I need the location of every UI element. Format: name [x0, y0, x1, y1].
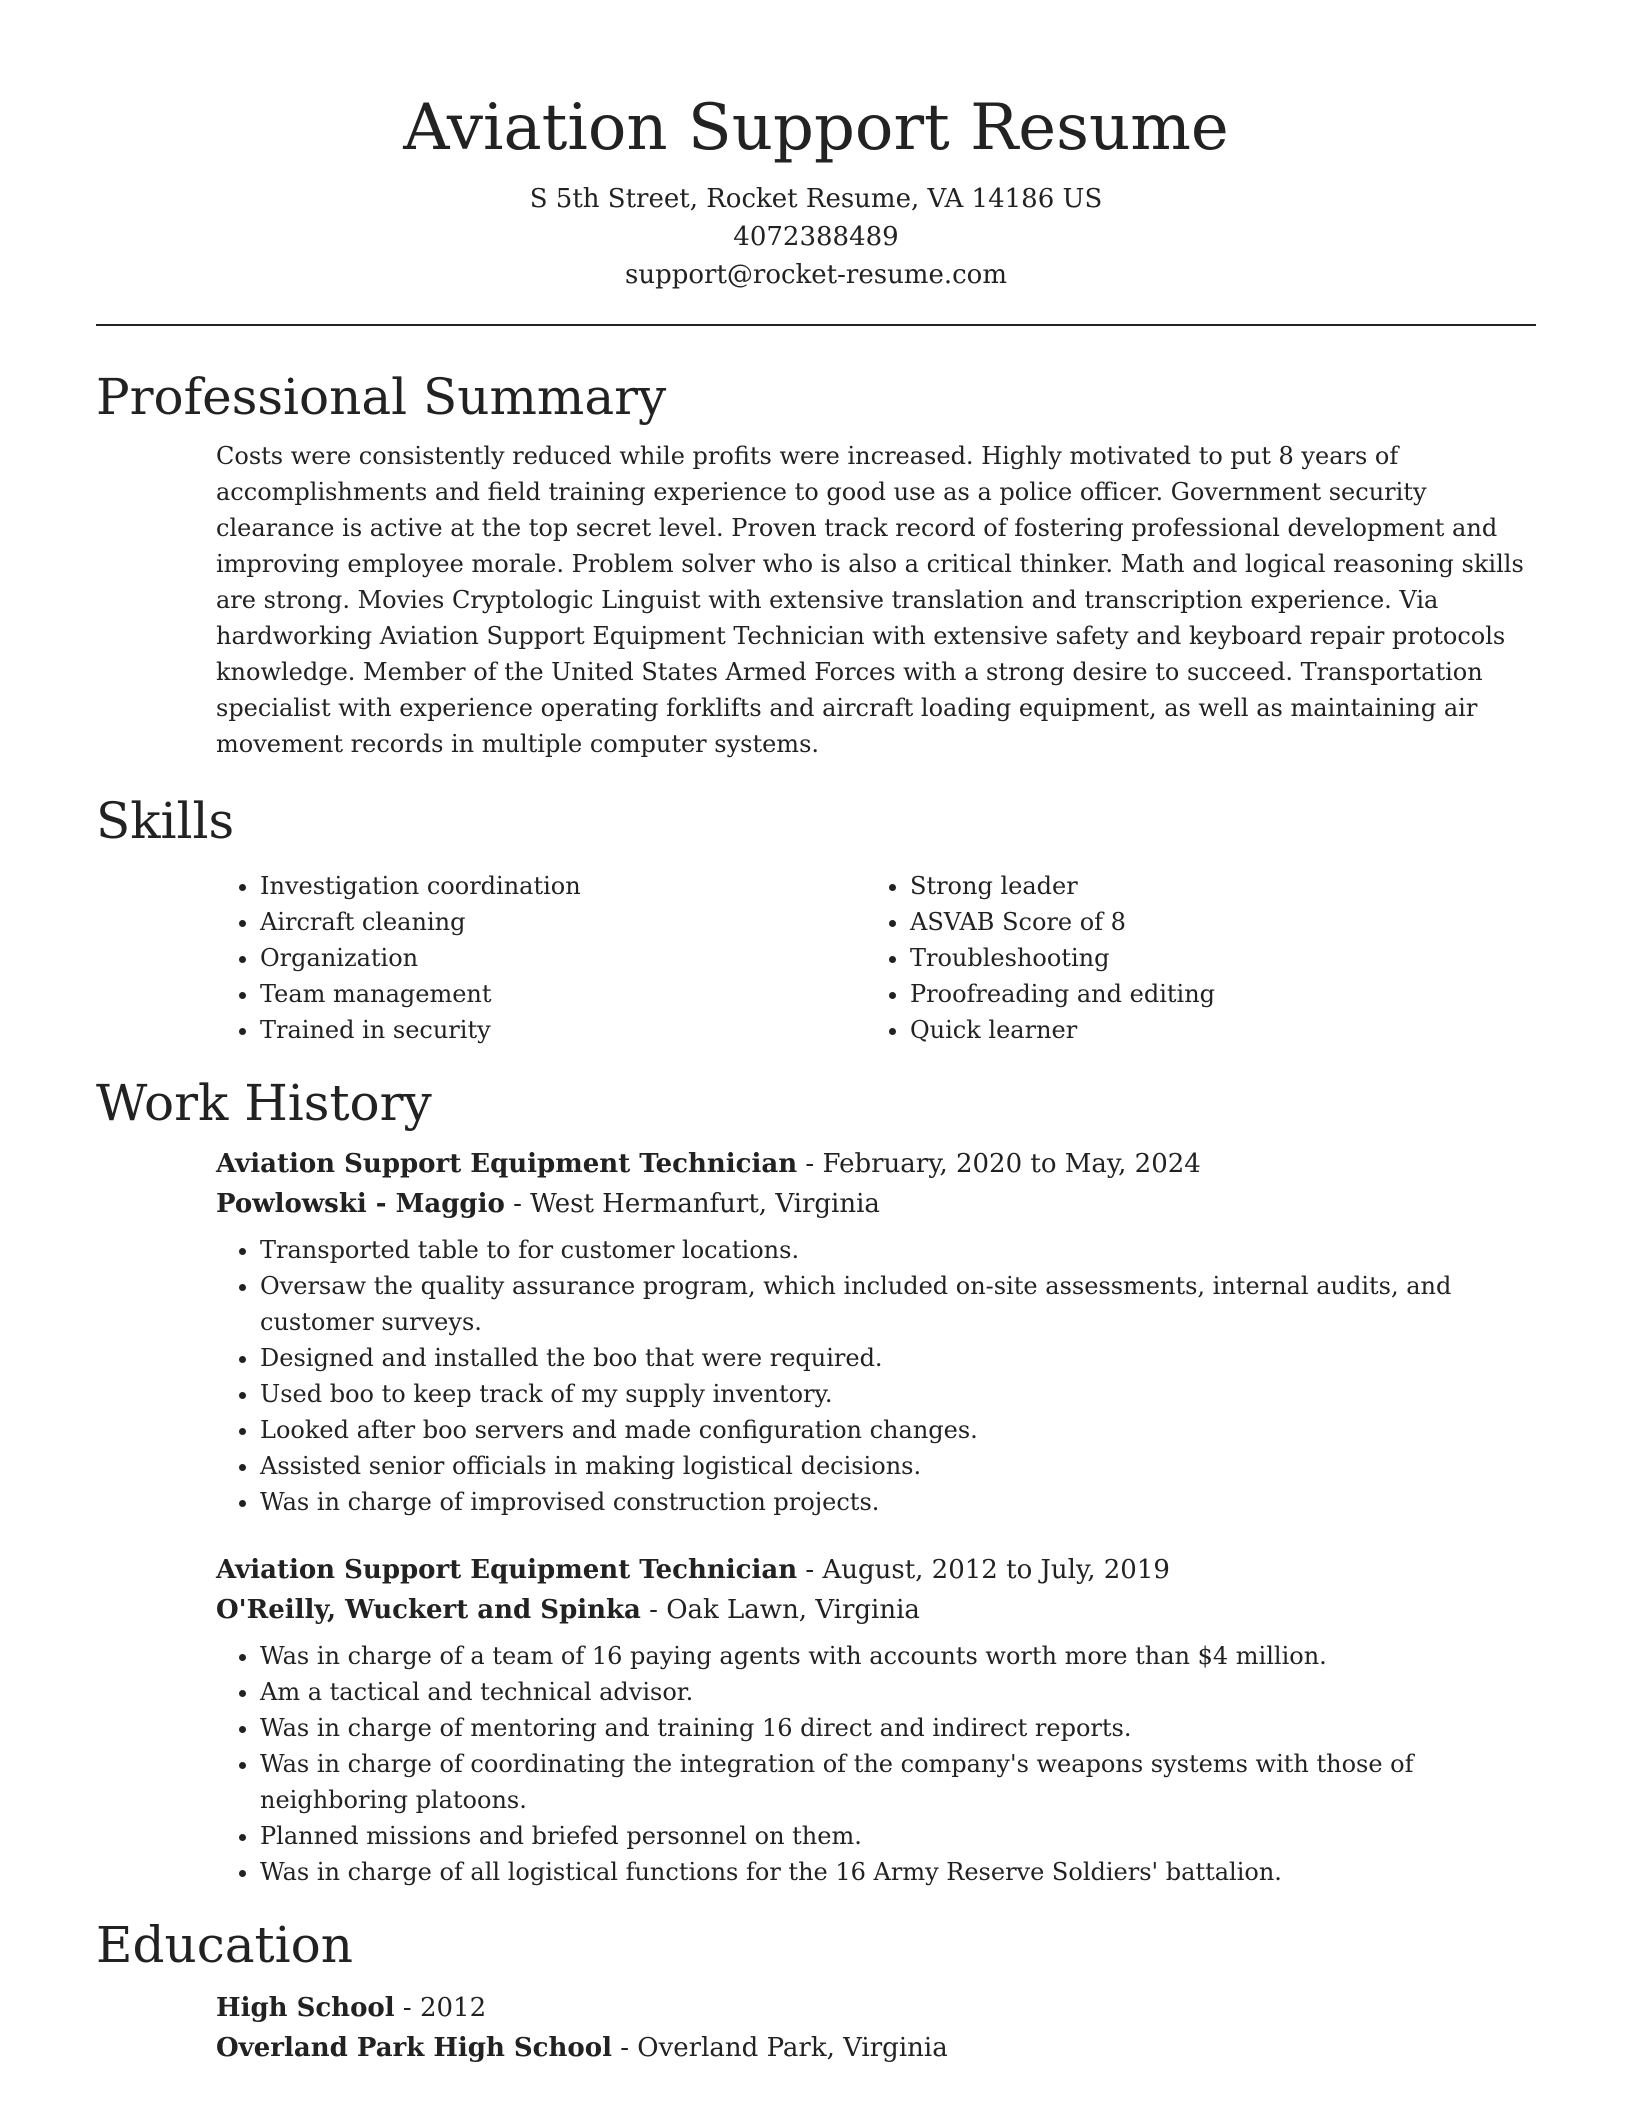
education-degree: High School — [216, 1993, 395, 2023]
skills-list — [216, 868, 1536, 1048]
work-history-heading: Work History — [96, 1074, 432, 1132]
job-duty: • Was in charge of mentoring and training 16 direct and indirect reports. — [260, 1710, 1536, 1746]
skill-item: • Troubleshooting — [910, 940, 1516, 976]
job-duties — [216, 1638, 1536, 1890]
education-section — [96, 1912, 1536, 2068]
skill-item: • Trained in security — [260, 1012, 866, 1048]
job-duty: • Used boo to keep track of my supply inventory. — [260, 1376, 1536, 1412]
skill-item: • Investigation coordination — [260, 868, 866, 904]
contact-phone: 4072388489 — [733, 222, 899, 252]
education-heading: Education — [96, 1916, 353, 1974]
job-duty: • Was in charge of coordinating the integration of the company's weapons systems with those of neighboring platoons. — [260, 1746, 1536, 1818]
skills-heading: Skills — [96, 792, 235, 850]
resume-title: Aviation Support Resume — [403, 91, 1229, 165]
skills-column-left — [216, 868, 866, 1048]
job-company-line — [216, 1590, 1536, 1630]
contact-address: S 5th Street, Rocket Resume, VA 14186 US — [529, 184, 1103, 214]
skill-item: • Aircraft cleaning — [260, 904, 866, 940]
job-duty: • Am a tactical and technical advisor. — [260, 1674, 1536, 1710]
skills-section — [96, 788, 1536, 1048]
job-duty: • Transported table to for customer locations. — [260, 1232, 1536, 1268]
job-company: Powlowski - Maggio — [216, 1189, 505, 1219]
job-duty: • Planned missions and briefed personnel on them. — [260, 1818, 1536, 1854]
skill-item: • Proofreading and editing — [910, 976, 1516, 1012]
education-year: - 2012 — [394, 1993, 487, 2023]
job-duty: • Looked after boo servers and made configuration changes. — [260, 1412, 1536, 1448]
contact-info — [96, 180, 1536, 294]
job-company-line — [216, 1184, 1536, 1224]
skill-item: • Quick learner — [910, 1012, 1516, 1048]
resume-header — [96, 0, 1536, 294]
job-company: O'Reilly, Wuckert and Spinka — [216, 1595, 641, 1625]
contact-email: support@rocket-resume.com — [624, 260, 1007, 290]
job-duty: • Oversaw the quality assurance program, which included on-site assessments, internal audits, and customer surveys. — [260, 1268, 1536, 1340]
summary-text: Costs were consistently reduced while profits were increased. Highly motivated to put 8 years of accomplishments and field training experience to good use as a police officer. Government security clearance is active at the top secret level. Proven track record of fostering professional development and improving employee morale. Problem solver who is also a critical thinker. Math and logical reasoning skills are strong. Movies Cryptologic Linguist with extensive translation and transcription experience. Via hardworking Aviation Support Equipment Technician with extensive safety and keyboard repair protocols knowledge. Member of the United States Armed Forces with a strong desire to succeed. Transportation specialist with experience operating forklifts and aircraft loading equipment, as well as maintaining air movement records in multiple computer systems. — [216, 442, 1524, 758]
job-duty: • Was in charge of improvised construction projects. — [260, 1484, 1536, 1520]
job-role: Aviation Support Equipment Technician — [216, 1149, 798, 1179]
header-divider — [96, 324, 1536, 326]
education-degree-line — [216, 1988, 1536, 2028]
summary-heading: Professional Summary — [96, 368, 667, 426]
education-location: - Overland Park, Virginia — [611, 2033, 948, 2063]
job-location: - Oak Lawn, Virginia — [640, 1595, 920, 1625]
job-dates: - February, 2020 to May, 2024 — [797, 1149, 1201, 1179]
skill-item: • Strong leader — [910, 868, 1516, 904]
work-history-section — [96, 1070, 1536, 1890]
job-duty: • Was in charge of all logistical functions for the 16 Army Reserve Soldiers' battalion. — [260, 1854, 1536, 1890]
skill-item: • Team management — [260, 976, 866, 1012]
job-duty: • Was in charge of a team of 16 paying agents with accounts worth more than $4 million. — [260, 1638, 1536, 1674]
job-dates: - August, 2012 to July, 2019 — [797, 1555, 1170, 1585]
job-duty: • Assisted senior officials in making logistical decisions. — [260, 1448, 1536, 1484]
education-school-line — [216, 2028, 1536, 2068]
job-role: Aviation Support Equipment Technician — [216, 1555, 798, 1585]
job-duty: • Designed and installed the boo that were required. — [260, 1340, 1536, 1376]
skills-column-right — [866, 868, 1516, 1048]
skill-item: • Organization — [260, 940, 866, 976]
education-school: Overland Park High School — [216, 2033, 612, 2063]
job-location: - West Hermanfurt, Virginia — [504, 1189, 880, 1219]
job-duties — [216, 1232, 1536, 1520]
job-title-line — [216, 1550, 1536, 1590]
summary-section — [96, 364, 1536, 762]
education-entry — [216, 1988, 1536, 2068]
job-title-line — [216, 1144, 1536, 1184]
job-entry — [216, 1144, 1536, 1520]
skill-item: • ASVAB Score of 8 — [910, 904, 1516, 940]
job-entry — [216, 1550, 1536, 1890]
